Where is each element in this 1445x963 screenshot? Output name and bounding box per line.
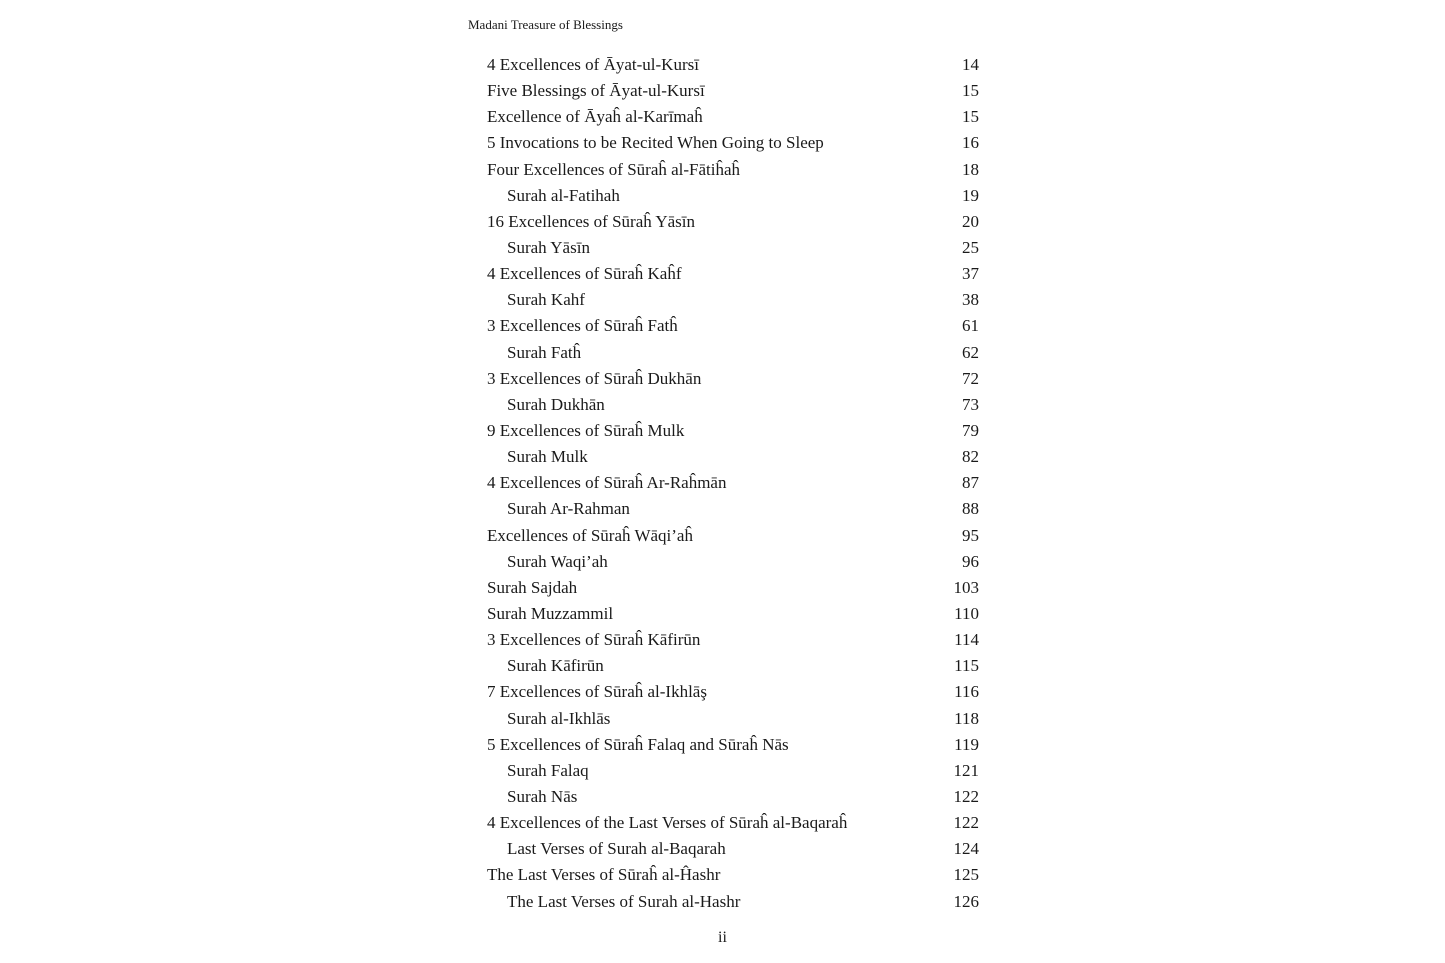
toc-subentry[interactable] (487, 653, 979, 679)
toc-entry-title: 9 Excellences of Sūraĥ Mulk (487, 420, 685, 440)
toc-entry-title: Last Verses of Surah al-Baqarah (507, 839, 726, 859)
toc-entry-page: 14 (962, 55, 979, 74)
toc-entry[interactable] (487, 523, 979, 549)
toc-entry-page: 116 (954, 682, 979, 702)
toc-entry[interactable] (487, 104, 979, 130)
toc-entry-title: Five Blessings of Āyat-ul-Kursī (487, 81, 705, 101)
toc-entry-page: 82 (962, 447, 979, 467)
toc-entry[interactable] (487, 732, 979, 758)
toc-entry-title: Surah al-Fatihah (507, 185, 620, 205)
toc-entry-title: Four Excellences of Sūraĥ al-Fātiĥaĥ (487, 159, 741, 179)
toc-subentry[interactable] (487, 496, 979, 522)
toc-entry[interactable] (487, 78, 979, 104)
toc-entry-page: 20 (962, 211, 979, 231)
page-number: ii (718, 929, 727, 946)
toc-entry-title: 4 Excellences of the Last Verses of Sūraĥ al-Baqaraĥ (487, 813, 848, 833)
toc-entry-page: 124 (953, 839, 979, 859)
toc-subentry[interactable] (487, 706, 979, 732)
toc-entry-title: Surah Ar-Rahman (507, 499, 630, 519)
toc-entry[interactable] (487, 627, 979, 653)
toc-entry-title: 4 Excellences of Āyat-ul-Kursī (487, 55, 699, 74)
toc-entry-title: 7 Excellences of Sūraĥ al-Ikhlāş (487, 682, 707, 702)
toc-entry-title: Surah Mulk (507, 447, 588, 467)
toc-subentry[interactable] (487, 836, 979, 862)
toc-entry-page: 103 (953, 577, 979, 597)
toc-entry[interactable] (487, 810, 979, 836)
toc-entry-title: Surah Nās (507, 786, 578, 806)
toc-entry-page: 18 (962, 159, 979, 179)
toc-entry[interactable] (487, 862, 979, 888)
toc-entry-title: 3 Excellences of Sūraĥ Dukhān (487, 368, 702, 388)
toc-entry-title: Surah Fatĥ (507, 342, 582, 362)
toc-entry-title: 3 Excellences of Sūraĥ Kāfirūn (487, 630, 701, 650)
toc-entry-page: 87 (962, 473, 979, 493)
toc-subentry[interactable] (487, 235, 979, 261)
toc-subentry[interactable] (487, 549, 979, 575)
toc-entry[interactable] (487, 679, 979, 705)
toc-entry-page: 15 (962, 81, 979, 101)
toc-entry-title: Surah Falaq (507, 760, 589, 780)
toc-entry-title: 5 Excellences of Sūraĥ Falaq and Sūraĥ Nās (487, 734, 789, 754)
toc-entry[interactable] (487, 157, 979, 183)
toc-entry-page: 122 (953, 786, 979, 806)
toc-entry-page: 95 (962, 525, 979, 545)
toc-entry-page: 122 (953, 813, 979, 833)
toc-subentry[interactable] (487, 340, 979, 366)
toc-entry[interactable] (487, 575, 979, 601)
toc-entry[interactable] (487, 52, 979, 78)
toc-entry-page: 37 (962, 264, 979, 284)
toc-entry-title: 3 Excellences of Sūraĥ Fatĥ (487, 316, 678, 336)
toc-entry-page: 72 (962, 368, 979, 388)
toc-entry-page: 118 (954, 708, 979, 728)
toc-entry-title: 5 Invocations to be Recited When Going to Sleep (487, 133, 824, 153)
toc-entry-page: 79 (962, 420, 979, 440)
toc-entry[interactable] (487, 313, 979, 339)
toc-entry-title: Excellence of Āyaĥ al-Karīmaĥ (487, 107, 703, 127)
toc-entry-page: 115 (954, 656, 979, 676)
toc-entry-title: Surah Dukhān (507, 394, 605, 414)
toc-entry-page: 88 (962, 499, 979, 519)
toc-entry-title: Surah Waqi’ah (507, 551, 608, 571)
toc-entry-page: 119 (954, 734, 979, 754)
toc-entry-page: 19 (962, 185, 979, 205)
toc-entry-title: Surah al-Ikhlās (507, 708, 611, 728)
toc-entry-page: 121 (953, 760, 979, 780)
toc-entry-title: Surah Muzzammil (487, 603, 614, 623)
toc-entry-page: 25 (962, 237, 979, 257)
toc-entry-page: 96 (962, 551, 979, 571)
toc-entry-page: 73 (962, 394, 979, 414)
toc-entry-page: 126 (953, 891, 979, 911)
toc-entry-page: 110 (954, 603, 979, 623)
toc-entry-title: Excellences of Sūraĥ Wāqi’aĥ (487, 525, 693, 545)
toc-entry-title: Surah Yāsīn (507, 237, 590, 257)
toc-entry-title: 4 Excellences of Sūraĥ Kaĥf (487, 264, 682, 284)
toc-entry-title: The Last Verses of Surah al-Hashr (507, 891, 741, 911)
toc-entry-page: 125 (953, 865, 979, 885)
toc-entry[interactable] (487, 366, 979, 392)
toc-entry[interactable] (487, 261, 979, 287)
toc-entry-page: 61 (962, 316, 979, 336)
toc-entry-title: Surah Kāfirūn (507, 656, 604, 676)
toc-subentry[interactable] (487, 784, 979, 810)
toc-entry-title: 16 Excellences of Sūraĥ Yāsīn (487, 211, 696, 231)
toc-subentry[interactable] (487, 758, 979, 784)
toc-entry-page: 114 (954, 630, 979, 650)
toc-entry[interactable] (487, 418, 979, 444)
toc-entry[interactable] (487, 130, 979, 156)
toc-entry[interactable] (487, 209, 979, 235)
toc-entry-page: 38 (962, 290, 979, 310)
toc-entry-title: Surah Sajdah (487, 577, 578, 597)
toc-entry[interactable] (487, 470, 979, 496)
toc-entry[interactable] (487, 601, 979, 627)
toc-subentry[interactable] (487, 392, 979, 418)
toc-entry-title: The Last Verses of Sūraĥ al-Ĥashr (487, 865, 721, 885)
toc-entry-page: 62 (962, 342, 979, 362)
toc-entry-page: 15 (962, 107, 979, 127)
table-of-contents (487, 52, 979, 915)
toc-subentry[interactable] (487, 444, 979, 470)
toc-entry-title: 4 Excellences of Sūraĥ Ar-Raĥmān (487, 473, 727, 493)
toc-subentry[interactable] (487, 287, 979, 313)
running-header: Madani Treasure of Blessings (468, 17, 623, 32)
toc-subentry[interactable] (487, 889, 979, 915)
toc-entry-page: 16 (962, 133, 979, 153)
toc-entry-title: Surah Kahf (507, 290, 585, 310)
toc-subentry[interactable] (487, 183, 979, 209)
